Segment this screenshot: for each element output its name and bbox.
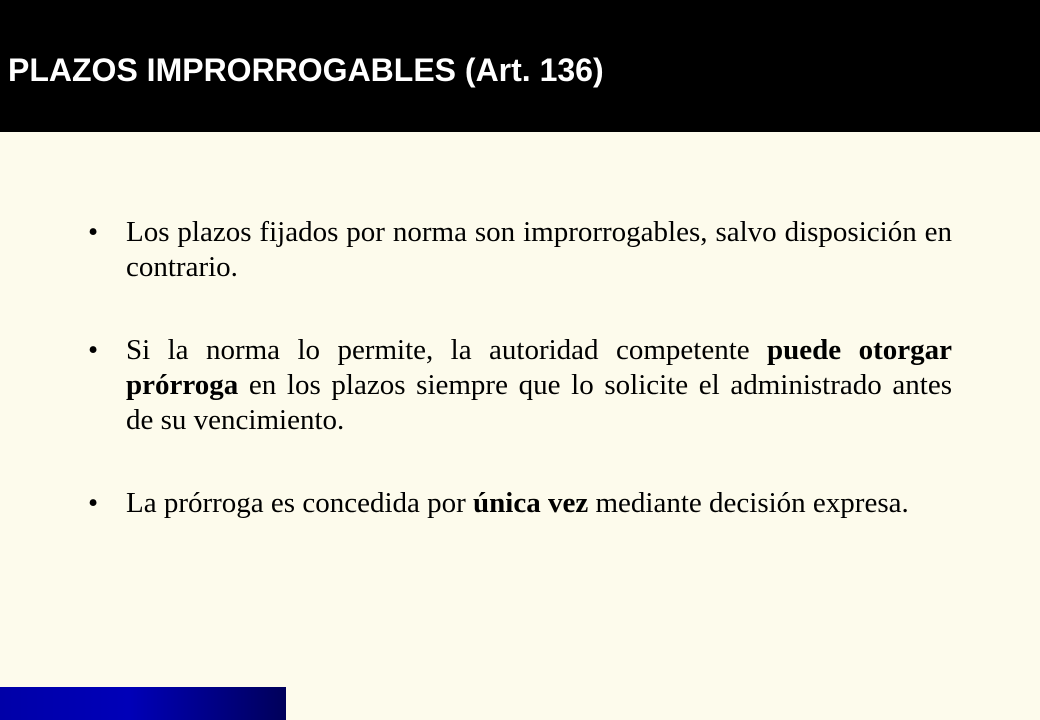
- bullet-text: en los plazos siempre que lo solicite el administrado antes de su vencimiento.: [126, 369, 952, 436]
- bullet-text: Si la norma lo permite, la autoridad competente: [126, 334, 768, 366]
- bold-emphasis: única vez: [473, 487, 589, 519]
- bullet-text: mediante decisión expresa.: [588, 487, 909, 519]
- bullet-list: [88, 215, 952, 569]
- title-bar: [0, 0, 1040, 132]
- bold-emphasis: puede otorgar prórroga: [126, 334, 952, 401]
- bullet-item-2: [88, 333, 952, 438]
- footer-accent-bar: [0, 687, 286, 720]
- slide-title: PLAZOS IMPRORROGABLES (Art. 136): [8, 52, 604, 88]
- bullet-dot-icon: •: [88, 487, 99, 519]
- bullet-item-3: [88, 486, 952, 521]
- bullet-dot-icon: •: [88, 334, 99, 366]
- bullet-dot-icon: •: [88, 216, 99, 248]
- bullet-text: La prórroga es concedida por: [126, 487, 474, 519]
- bullet-item-1: [88, 215, 952, 285]
- bullet-text: Los plazos fijados por norma son improrrogables, salvo disposición en contrario.: [126, 216, 952, 283]
